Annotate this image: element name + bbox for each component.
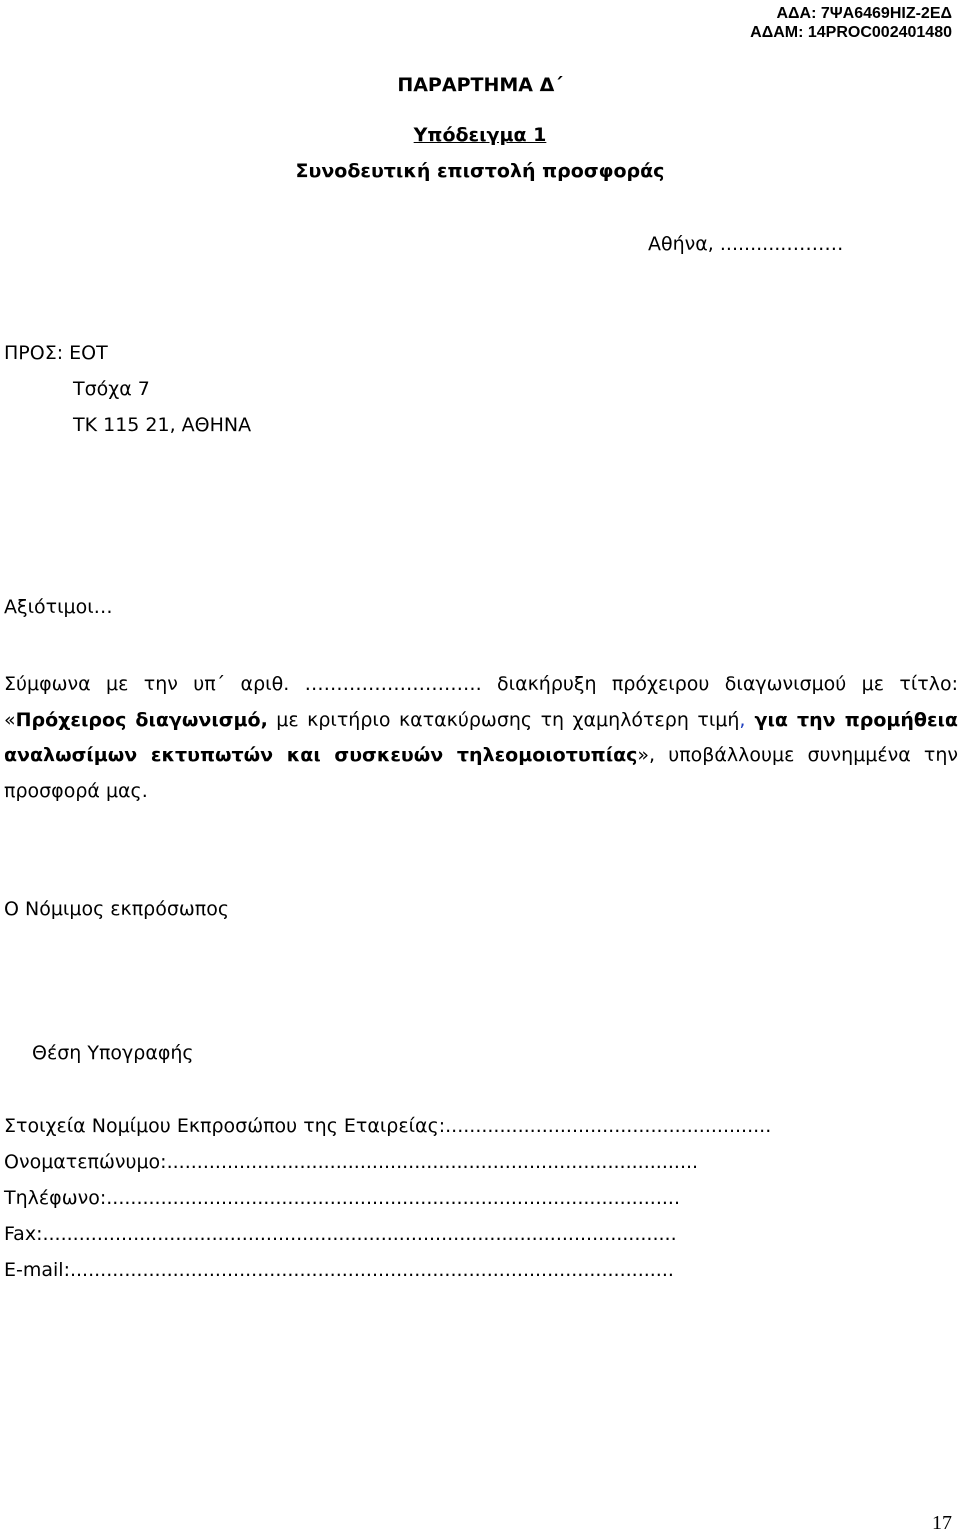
- field-full-name: Ονοματεπώνυμο:........................................................................................: [4, 1151, 699, 1173]
- annex-title: ΠΑΡΑΡΤΗΜΑ Δ΄: [397, 74, 563, 96]
- field-phone: Τηλέφωνο:...............................................................................................: [4, 1187, 681, 1209]
- body-comma: ,: [739, 708, 746, 731]
- body-text-2: με κριτήριο κατακύρωσης τη χαμηλότερη τιμή: [267, 708, 740, 731]
- body-bold-2: για την προμήθεια αναλωσίμων εκτυπωτών και συσκευών τηλεομοιοτυπίας: [4, 708, 958, 766]
- field-company-representative: Στοιχεία Νομίμου Εκπροσώπου της Εταιρείας:......................................................: [4, 1115, 772, 1137]
- adam-code: ΑΔΑΜ: 14PROC002401480: [750, 24, 952, 41]
- signature-place: Θέση Υπογραφής: [32, 1042, 194, 1064]
- document-header: [750, 4, 952, 42]
- legal-representative: Ο Νόμιμος εκπρόσωπος: [4, 898, 230, 920]
- body-paragraph: [4, 667, 958, 809]
- body-text-1: Σύμφωνα με την υπ΄ αριθ. ………………………. διακήρυξη πρόχειρου διαγωνισμού με τίτλο: «: [4, 673, 958, 731]
- body-bold-1: Πρόχειρος διαγωνισμό,: [15, 708, 268, 731]
- ada-code: ΑΔΑ: 7ΨΑ6469ΗΙΖ-2ΕΔ: [776, 5, 952, 22]
- document-subtitle: Συνοδευτική επιστολή προσφοράς: [295, 160, 665, 182]
- place-date: Αθήνα, ...........………: [648, 233, 844, 255]
- body-text-3: », υποβάλλουμε συνημμένα την προσφορά μας.: [4, 744, 959, 802]
- recipient-line-3: ΤΚ 115 21, ΑΘΗΝΑ: [73, 414, 252, 436]
- page-number: 17: [932, 1512, 952, 1534]
- field-fax: Fax:.........................................................................................................: [4, 1223, 677, 1245]
- greeting: Αξιότιμοι…: [4, 596, 113, 618]
- sample-label: Υπόδειγμα 1: [413, 124, 547, 146]
- recipient-line-1: ΠΡΟΣ: ΕΟΤ: [4, 342, 108, 364]
- field-email: E-mail:....................................................................................................: [4, 1259, 674, 1281]
- recipient-line-2: Τσόχα 7: [73, 378, 150, 400]
